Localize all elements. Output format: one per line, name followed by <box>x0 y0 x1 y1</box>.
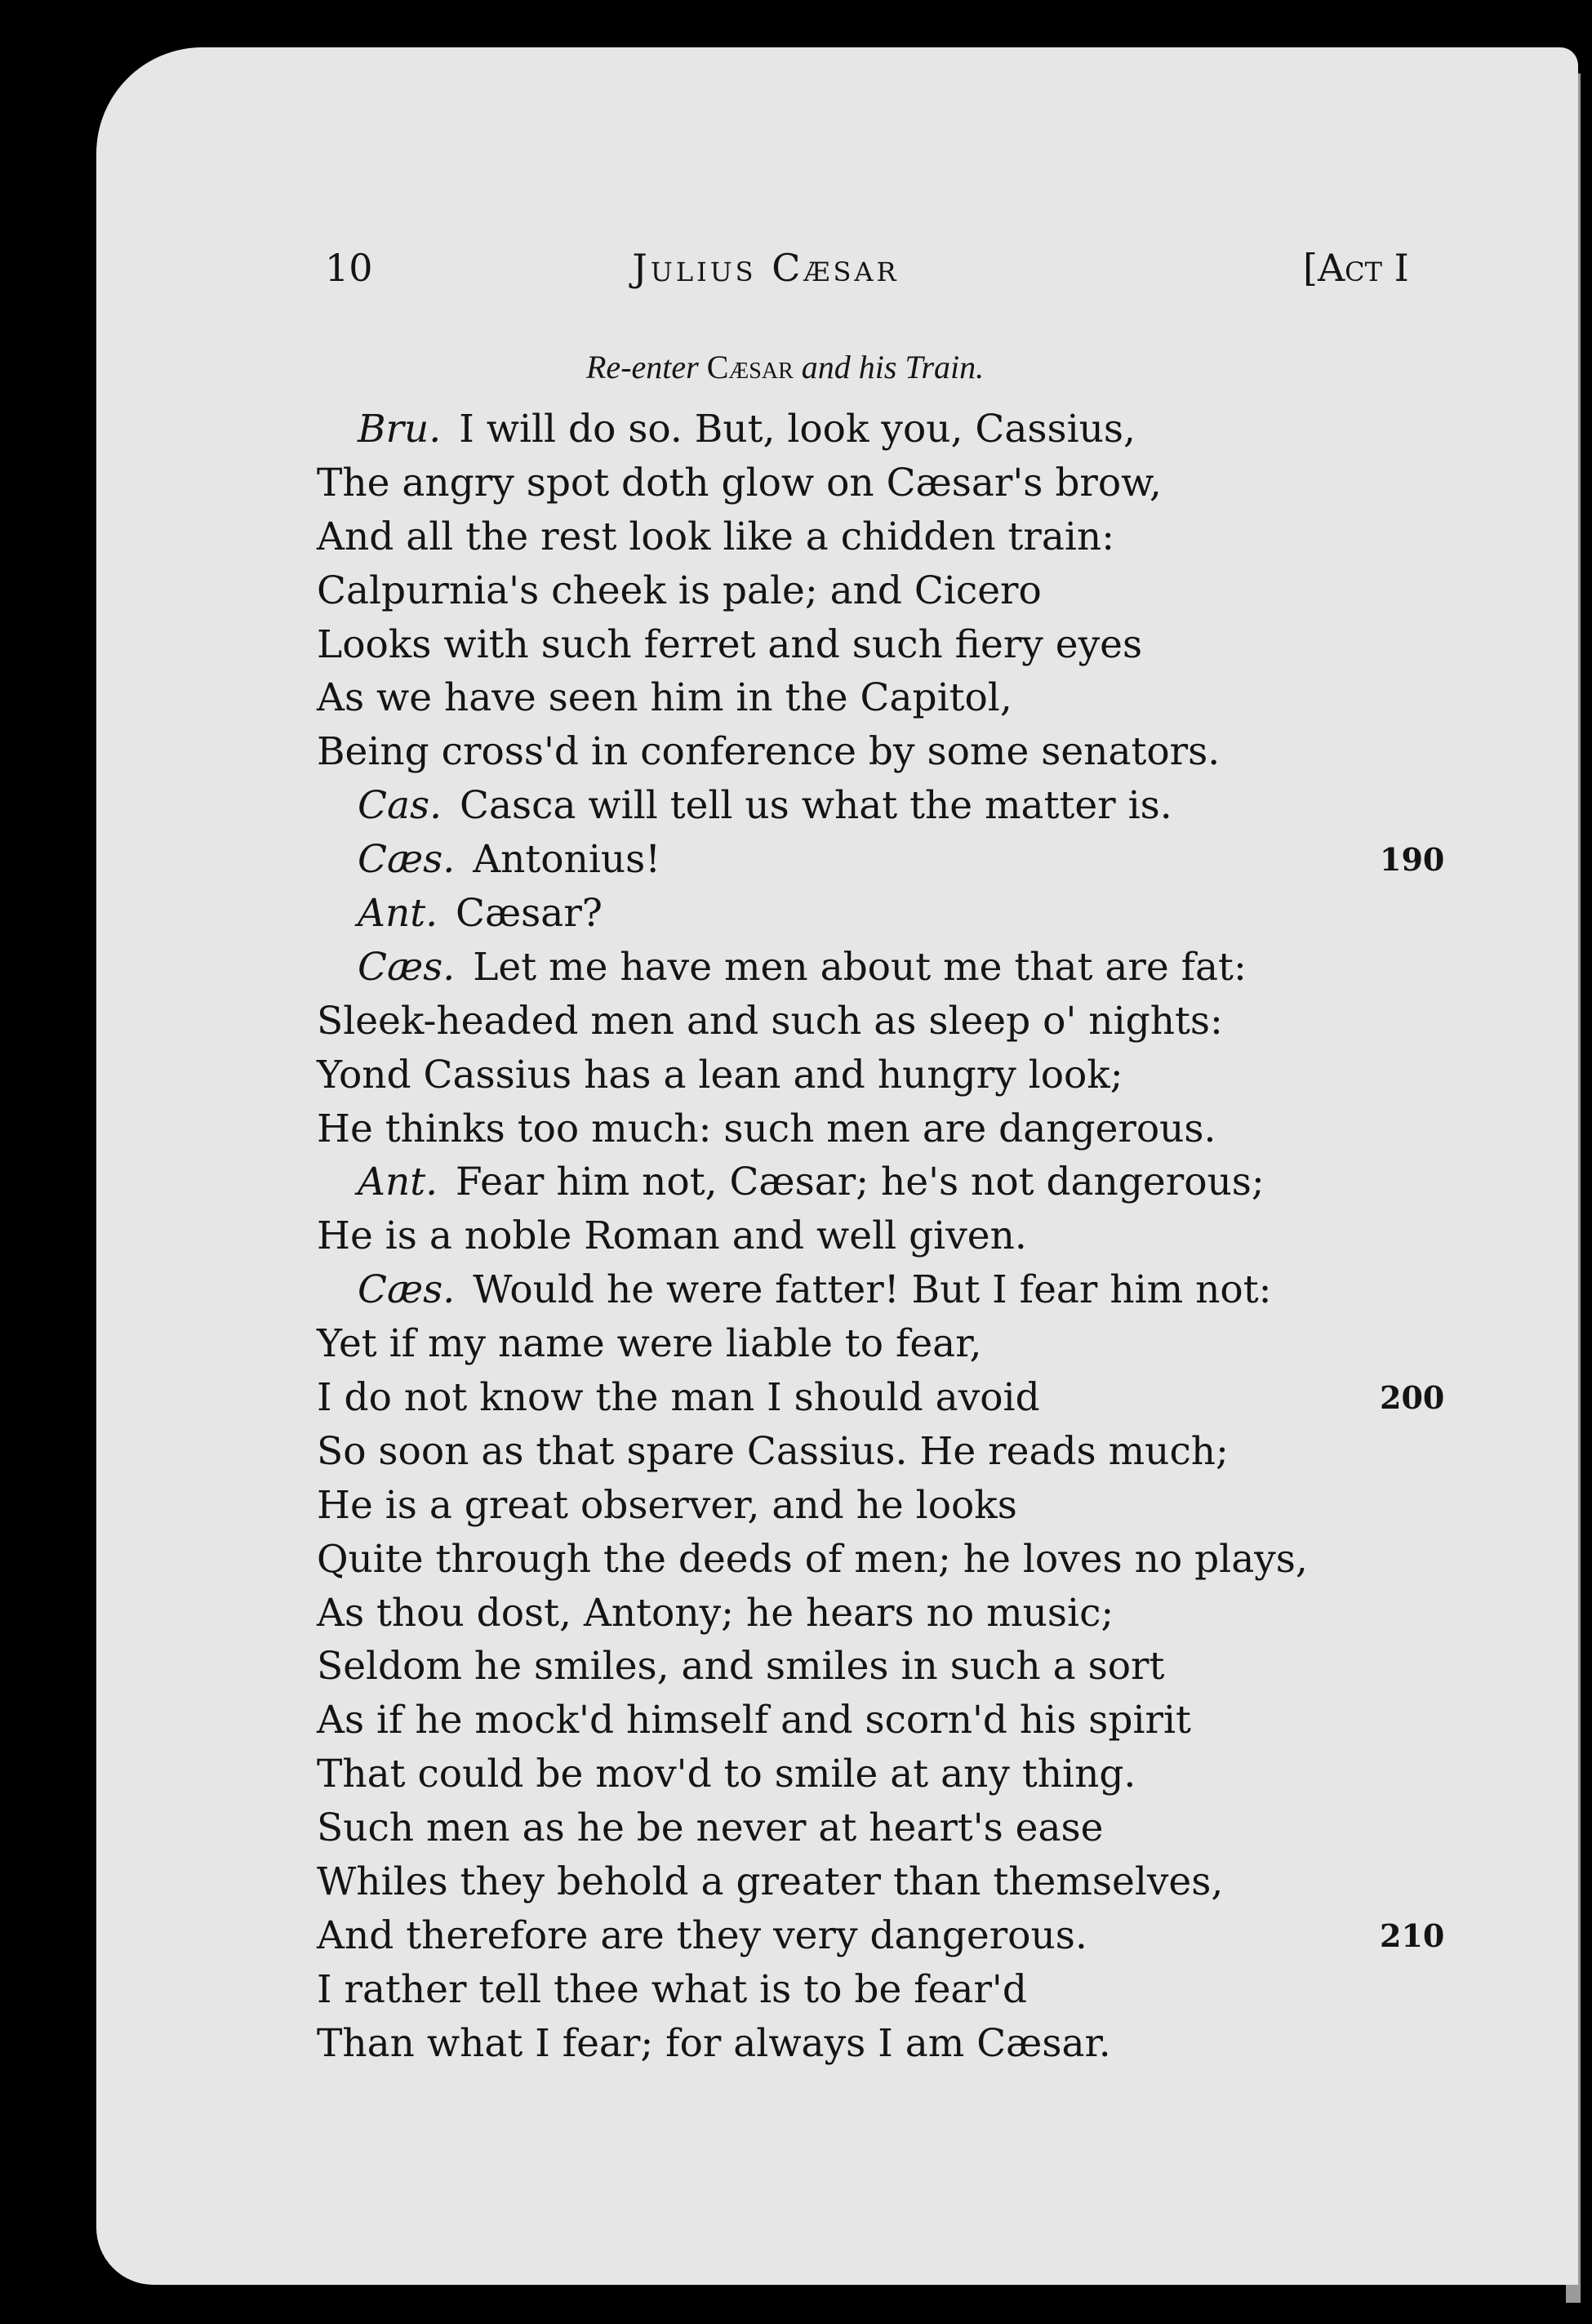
verse-line-content <box>317 1533 1308 1587</box>
verse-line-content <box>317 1102 1216 1156</box>
stage-direction-name: Cæsar <box>706 349 794 385</box>
verse-line <box>96 564 1578 618</box>
verse-line <box>96 725 1578 779</box>
verse-line-content <box>358 833 660 887</box>
verse-line <box>96 1855 1578 1909</box>
verse-line <box>96 1479 1578 1533</box>
verse-line-content <box>317 1479 1017 1533</box>
verse-line-text: Looks with such ferret and such fiery eyes <box>317 621 1143 667</box>
verse-line <box>96 510 1578 564</box>
verse-line <box>96 1801 1578 1855</box>
verse-line-text: Fear him not, Cæsar; he's not dangerous; <box>456 1160 1265 1205</box>
verse-line-content <box>358 941 1247 995</box>
verse-line-content <box>317 618 1142 672</box>
verse-line-content <box>317 2017 1111 2071</box>
verse-line-text: He is a noble Roman and well given. <box>317 1213 1027 1259</box>
verse-line-content <box>317 456 1162 510</box>
verse-line-text: He is a great observer, and he looks <box>317 1482 1017 1528</box>
line-number: 190 <box>1380 841 1445 879</box>
verse-line-text: Casca will tell us what the matter is. <box>460 783 1172 829</box>
verse-line <box>96 1533 1578 1587</box>
verse-line-content <box>317 1371 1040 1425</box>
verse-line-text: I do not know the man I should avoid <box>317 1375 1040 1421</box>
verse-line <box>96 618 1578 672</box>
running-header <box>96 243 1578 292</box>
verse-line <box>96 1587 1578 1641</box>
verse-line-text: As we have seen him in the Capitol, <box>317 675 1012 721</box>
verse-line <box>96 1371 1578 1425</box>
verse-line <box>96 403 1578 456</box>
speaker-name: Bru. <box>358 407 442 452</box>
verse-line-text: And all the rest look like a chidden train: <box>317 514 1115 559</box>
verse-line-content <box>358 1263 1271 1317</box>
running-title: Julius Cæsar <box>632 246 900 290</box>
stage-direction-after: and his Train. <box>793 349 985 385</box>
book-page <box>96 47 1578 2285</box>
verse-line-content <box>317 1801 1103 1855</box>
verse-line <box>96 995 1578 1048</box>
verse-line <box>96 1909 1578 1963</box>
verse-text <box>96 403 1578 2071</box>
verse-line <box>96 779 1578 833</box>
verse-line-content <box>317 1694 1191 1747</box>
verse-line-text: Than what I fear; for always I am Cæsar. <box>317 2020 1111 2066</box>
verse-line-content <box>317 1209 1027 1263</box>
verse-line-content <box>317 1048 1123 1102</box>
verse-line-content <box>317 1425 1229 1479</box>
verse-line <box>96 1640 1578 1694</box>
verse-line <box>96 1263 1578 1317</box>
verse-line-text: The angry spot doth glow on Cæsar's brow, <box>317 460 1162 505</box>
verse-line <box>96 1048 1578 1102</box>
verse-line-content <box>317 1317 981 1371</box>
verse-line-content <box>317 1587 1114 1641</box>
page-number: 10 <box>325 246 373 290</box>
verse-line-content <box>317 510 1114 564</box>
verse-line-text: That could be mov'd to smile at any thing. <box>317 1752 1136 1797</box>
verse-line-text: Sleek-headed men and such as sleep o' nights: <box>317 998 1223 1044</box>
verse-line-text: As thou dost, Antony; he hears no music; <box>317 1590 1114 1636</box>
verse-line-text: Would he were fatter! But I fear him not: <box>473 1267 1272 1313</box>
verse-line <box>96 1102 1578 1156</box>
verse-line-text: Yet if my name were liable to fear, <box>317 1321 982 1367</box>
speaker-name: Cæs. <box>358 837 456 883</box>
verse-line-text: Calpurnia's cheek is pale; and Cicero <box>317 568 1042 613</box>
verse-line-content <box>317 1855 1223 1909</box>
verse-line-text: Antonius! <box>473 837 661 883</box>
speaker-name: Cæs. <box>358 1267 456 1313</box>
verse-line-text: Cæsar? <box>456 891 603 937</box>
stage-direction-before: Re-enter <box>586 349 707 385</box>
verse-line-text: And therefore are they very dangerous. <box>317 1912 1087 1958</box>
speaker-name: Ant. <box>358 1160 438 1205</box>
speaker-name: Cas. <box>358 783 442 829</box>
act-label: [Act I <box>1303 246 1409 290</box>
verse-line <box>96 941 1578 995</box>
speaker-name: Cæs. <box>358 944 456 990</box>
verse-line-content <box>317 1747 1136 1801</box>
verse-line <box>96 1317 1578 1371</box>
verse-line-text: He thinks too much: such men are dangerous. <box>317 1106 1216 1151</box>
verse-line <box>96 833 1578 887</box>
verse-line-content <box>358 1155 1265 1209</box>
verse-line-text: Quite through the deeds of men; he loves no plays, <box>317 1536 1308 1582</box>
verse-line-text: Seldom he smiles, and smiles in such a sort <box>317 1644 1165 1690</box>
verse-line-content <box>317 1909 1087 1963</box>
verse-line-text: Yond Cassius has a lean and hungry look; <box>317 1052 1123 1097</box>
verse-line-content <box>317 564 1042 618</box>
verse-line-text: Let me have men about me that are fat: <box>473 944 1247 990</box>
verse-line-text: As if he mock'd himself and scorn'd his spirit <box>317 1698 1191 1743</box>
verse-line <box>96 1694 1578 1747</box>
stage-direction <box>586 343 984 392</box>
verse-line-content <box>317 1640 1164 1694</box>
verse-line-content <box>317 1963 1027 2017</box>
verse-line-content <box>317 671 1012 725</box>
verse-line <box>96 887 1578 941</box>
verse-line-text: Such men as he be never at heart's ease <box>317 1805 1104 1851</box>
verse-line-content <box>317 725 1220 779</box>
verse-line-text: I will do so. But, look you, Cassius, <box>459 407 1136 452</box>
speaker-name: Ant. <box>358 891 438 937</box>
verse-line <box>96 456 1578 510</box>
verse-line-content <box>358 403 1136 456</box>
verse-line <box>96 2017 1578 2071</box>
verse-line-text: Being cross'd in conference by some senators. <box>317 729 1221 775</box>
verse-line <box>96 671 1578 725</box>
verse-line-content <box>358 887 603 941</box>
verse-line-text: So soon as that spare Cassius. He reads much; <box>317 1428 1229 1474</box>
verse-line-text: Whiles they behold a greater than themselves, <box>317 1859 1224 1905</box>
verse-line <box>96 1963 1578 2017</box>
verse-line <box>96 1425 1578 1479</box>
verse-line <box>96 1209 1578 1263</box>
verse-line <box>96 1155 1578 1209</box>
verse-line <box>96 1747 1578 1801</box>
verse-line-text: I rather tell thee what is to be fear'd <box>317 1966 1027 2012</box>
line-number: 210 <box>1380 1917 1445 1954</box>
verse-line-content <box>358 779 1172 833</box>
verse-line-content <box>317 995 1223 1048</box>
line-number: 200 <box>1380 1379 1445 1417</box>
